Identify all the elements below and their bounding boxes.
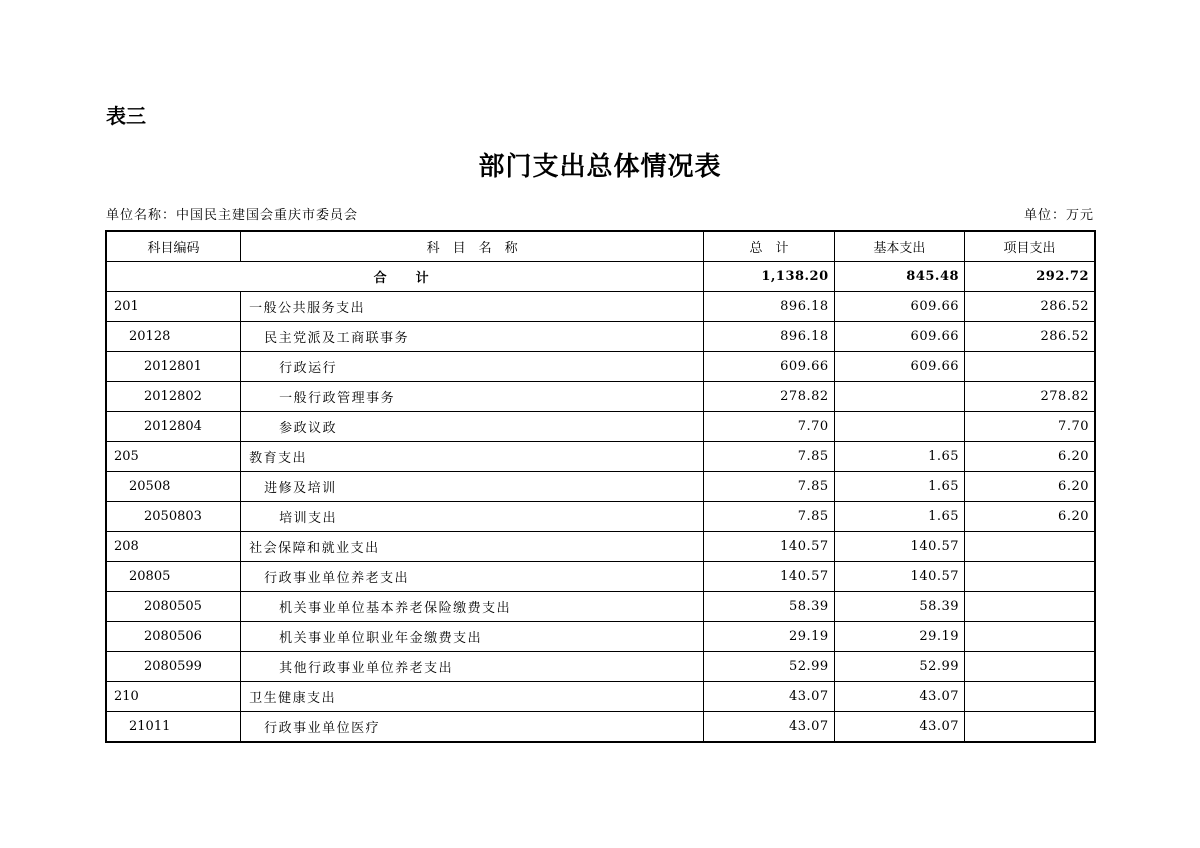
row-basic: 43.07 xyxy=(834,682,964,712)
row-total: 52.99 xyxy=(704,652,834,682)
total-label: 合 计 xyxy=(106,262,704,292)
row-basic xyxy=(834,382,964,412)
unit-label: 单位：万元 xyxy=(1023,208,1094,223)
row-basic: 52.99 xyxy=(834,652,964,682)
document-title: 部门支出总体情况表 xyxy=(478,152,722,182)
row-code: 2080599 xyxy=(106,652,241,682)
table-row xyxy=(106,292,1095,322)
header-code: 科目编码 xyxy=(106,231,241,262)
header-total: 总 计 xyxy=(704,231,834,262)
header-basic: 基本支出 xyxy=(834,231,964,262)
row-name: 一般公共服务支出 xyxy=(241,292,704,322)
table-label: 表三 xyxy=(106,104,146,128)
table-row xyxy=(106,322,1095,352)
total-row xyxy=(106,262,1095,292)
table-header-row xyxy=(106,231,1095,262)
row-code: 208 xyxy=(106,532,241,562)
row-project: 6.20 xyxy=(965,442,1095,472)
row-total: 896.18 xyxy=(704,292,834,322)
total-sum: 1,138.20 xyxy=(704,262,834,292)
row-project xyxy=(965,592,1095,622)
table-row xyxy=(106,442,1095,472)
row-total: 896.18 xyxy=(704,322,834,352)
row-code: 2012801 xyxy=(106,352,241,382)
row-code: 21011 xyxy=(106,712,241,743)
row-code: 2012802 xyxy=(106,382,241,412)
row-name: 其他行政事业单位养老支出 xyxy=(241,652,704,682)
row-name: 民主党派及工商联事务 xyxy=(241,322,704,352)
row-project xyxy=(965,352,1095,382)
row-basic: 140.57 xyxy=(834,562,964,592)
row-name: 卫生健康支出 xyxy=(241,682,704,712)
row-code: 2050803 xyxy=(106,502,241,532)
row-name: 教育支出 xyxy=(241,442,704,472)
row-project xyxy=(965,532,1095,562)
table-row xyxy=(106,382,1095,412)
table-row xyxy=(106,532,1095,562)
row-project xyxy=(965,562,1095,592)
row-code: 205 xyxy=(106,442,241,472)
header-project: 项目支出 xyxy=(965,231,1095,262)
row-project xyxy=(965,652,1095,682)
row-code: 2012804 xyxy=(106,412,241,442)
row-name: 参政议政 xyxy=(241,412,704,442)
row-project: 7.70 xyxy=(965,412,1095,442)
total-basic: 845.48 xyxy=(834,262,964,292)
row-total: 7.85 xyxy=(704,472,834,502)
row-code: 2080505 xyxy=(106,592,241,622)
row-project: 286.52 xyxy=(965,322,1095,352)
row-project: 286.52 xyxy=(965,292,1095,322)
row-basic: 43.07 xyxy=(834,712,964,743)
row-name: 行政事业单位养老支出 xyxy=(241,562,704,592)
row-name: 机关事业单位基本养老保险缴费支出 xyxy=(241,592,704,622)
row-code: 2080506 xyxy=(106,622,241,652)
row-total: 609.66 xyxy=(704,352,834,382)
row-project: 278.82 xyxy=(965,382,1095,412)
expenditure-table xyxy=(105,230,1096,743)
row-total: 7.70 xyxy=(704,412,834,442)
table-row xyxy=(106,502,1095,532)
row-basic: 1.65 xyxy=(834,472,964,502)
row-basic: 609.66 xyxy=(834,352,964,382)
row-total: 29.19 xyxy=(704,622,834,652)
table-row xyxy=(106,562,1095,592)
table-row xyxy=(106,652,1095,682)
table-row xyxy=(106,712,1095,743)
row-total: 140.57 xyxy=(704,562,834,592)
total-project: 292.72 xyxy=(965,262,1095,292)
row-name: 行政事业单位医疗 xyxy=(241,712,704,743)
row-name: 培训支出 xyxy=(241,502,704,532)
row-total: 7.85 xyxy=(704,502,834,532)
table-row xyxy=(106,472,1095,502)
row-code: 210 xyxy=(106,682,241,712)
row-basic: 1.65 xyxy=(834,442,964,472)
row-project xyxy=(965,712,1095,743)
row-basic xyxy=(834,412,964,442)
row-project xyxy=(965,682,1095,712)
row-basic: 1.65 xyxy=(834,502,964,532)
row-total: 7.85 xyxy=(704,442,834,472)
row-project: 6.20 xyxy=(965,502,1095,532)
row-name: 进修及培训 xyxy=(241,472,704,502)
table-row xyxy=(106,682,1095,712)
row-code: 20805 xyxy=(106,562,241,592)
row-code: 20128 xyxy=(106,322,241,352)
row-name: 社会保障和就业支出 xyxy=(241,532,704,562)
row-total: 58.39 xyxy=(704,592,834,622)
row-project xyxy=(965,622,1095,652)
table-row xyxy=(106,592,1095,622)
table-row xyxy=(106,352,1095,382)
table-row xyxy=(106,622,1095,652)
row-total: 140.57 xyxy=(704,532,834,562)
row-basic: 140.57 xyxy=(834,532,964,562)
row-name: 行政运行 xyxy=(241,352,704,382)
row-total: 43.07 xyxy=(704,712,834,743)
row-basic: 609.66 xyxy=(834,292,964,322)
row-basic: 29.19 xyxy=(834,622,964,652)
row-project: 6.20 xyxy=(965,472,1095,502)
row-total: 278.82 xyxy=(704,382,834,412)
row-name: 机关事业单位职业年金缴费支出 xyxy=(241,622,704,652)
row-basic: 609.66 xyxy=(834,322,964,352)
unit-name: 单位名称：中国民主建国会重庆市委员会 xyxy=(106,208,359,223)
table-row xyxy=(106,412,1095,442)
row-code: 20508 xyxy=(106,472,241,502)
row-code: 201 xyxy=(106,292,241,322)
row-name: 一般行政管理事务 xyxy=(241,382,704,412)
row-basic: 58.39 xyxy=(834,592,964,622)
header-name: 科 目 名 称 xyxy=(241,231,704,262)
row-total: 43.07 xyxy=(704,682,834,712)
